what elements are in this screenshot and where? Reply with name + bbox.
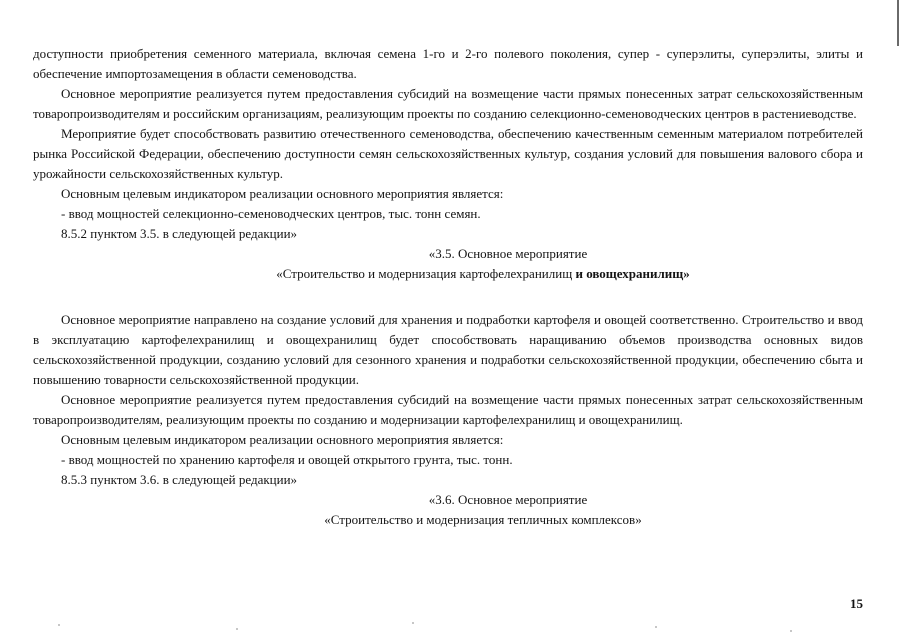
paragraph-indicator-intro: Основным целевым индикатором реализации основного мероприятия является:	[61, 186, 504, 201]
scan-speck	[655, 626, 657, 628]
heading-3-5-line2	[33, 264, 863, 284]
paragraph-indicator-intro-2: Основным целевым индикатором реализации основного мероприятия является:	[61, 432, 504, 447]
paragraph-clause-8-5-3: 8.5.3 пунктом 3.6. в следующей редакции»	[61, 472, 298, 487]
paragraph-clause-8-5-2: 8.5.2 пунктом 3.5. в следующей редакции»	[61, 226, 298, 241]
heading-3-5-line1: «3.5. Основное мероприятие	[428, 246, 588, 261]
page-number: 15	[850, 596, 863, 611]
paragraph-seed-development: Мероприятие будет способствовать развитию отечественного семеноводства, обеспечению качественным семенным материалом потребителей рынка Российской Федерации, обеспечению доступности семян сельскохозяйственных культур, создания условий для повышения валового сбора и урожайности сельскохозяйственных культур.	[33, 126, 863, 181]
scan-speck	[790, 630, 792, 632]
heading-3-5-line2-part1: «Строительство и модернизация картофелехранилищ	[276, 266, 576, 281]
scan-edge-mark	[897, 0, 899, 46]
paragraph-indicator-item-2: - ввод мощностей по хранению картофеля и овощей открытого грунта, тыс. тонн.	[61, 452, 513, 467]
document-page	[33, 44, 863, 530]
scan-speck	[236, 628, 238, 630]
paragraph-indicator-item: - ввод мощностей селекционно-семеноводческих центров, тыс. тонн семян.	[61, 206, 481, 221]
paragraph-subsidy-seed-centers: Основное мероприятие реализуется путем предоставления субсидий на возмещение части прямых понесенных затрат сельскохозяйственным товаропроизводителям и российским организациям, реализующим проекты по созданию селекционно-семеноводческих центров в растениеводстве.	[33, 86, 863, 121]
scan-speck	[58, 624, 60, 626]
paragraph-subsidy-storage: Основное мероприятие реализуется путем предоставления субсидий на возмещение части прямых понесенных затрат сельскохозяйственным товаропроизводителям, реализующим проекты по созданию и модернизации картофелехранилищ и овощехранилищ.	[33, 392, 863, 427]
heading-3-6-line2: «Строительство и модернизация тепличных комплексов»	[324, 512, 642, 527]
paragraph-continuation: доступности приобретения семенного материала, включая семена 1-го и 2-го полевого поколения, супер - суперэлиты, суперэлиты, элиты и обеспечение импортозамещения в области семеноводства.	[33, 46, 863, 81]
scan-speck	[412, 622, 414, 624]
heading-3-6-line1: «3.6. Основное мероприятие	[428, 492, 588, 507]
heading-3-5-line2-part2: и овощехранилищ»	[575, 266, 690, 281]
paragraph-storage-purpose: Основное мероприятие направлено на создание условий для хранения и подработки картофеля и овощей соответственно. Строительство и ввод в эксплуатацию картофелехранилищ и овощехранилищ будет способствовать наращиванию объемов производства основных видов сельскохозяйственной продукции, созданию условий для сезонного хранения и подработки сельскохозяйственной продукции, обеспечению сбыта и повышению товарности сельскохозяйственной продукции.	[33, 312, 863, 387]
